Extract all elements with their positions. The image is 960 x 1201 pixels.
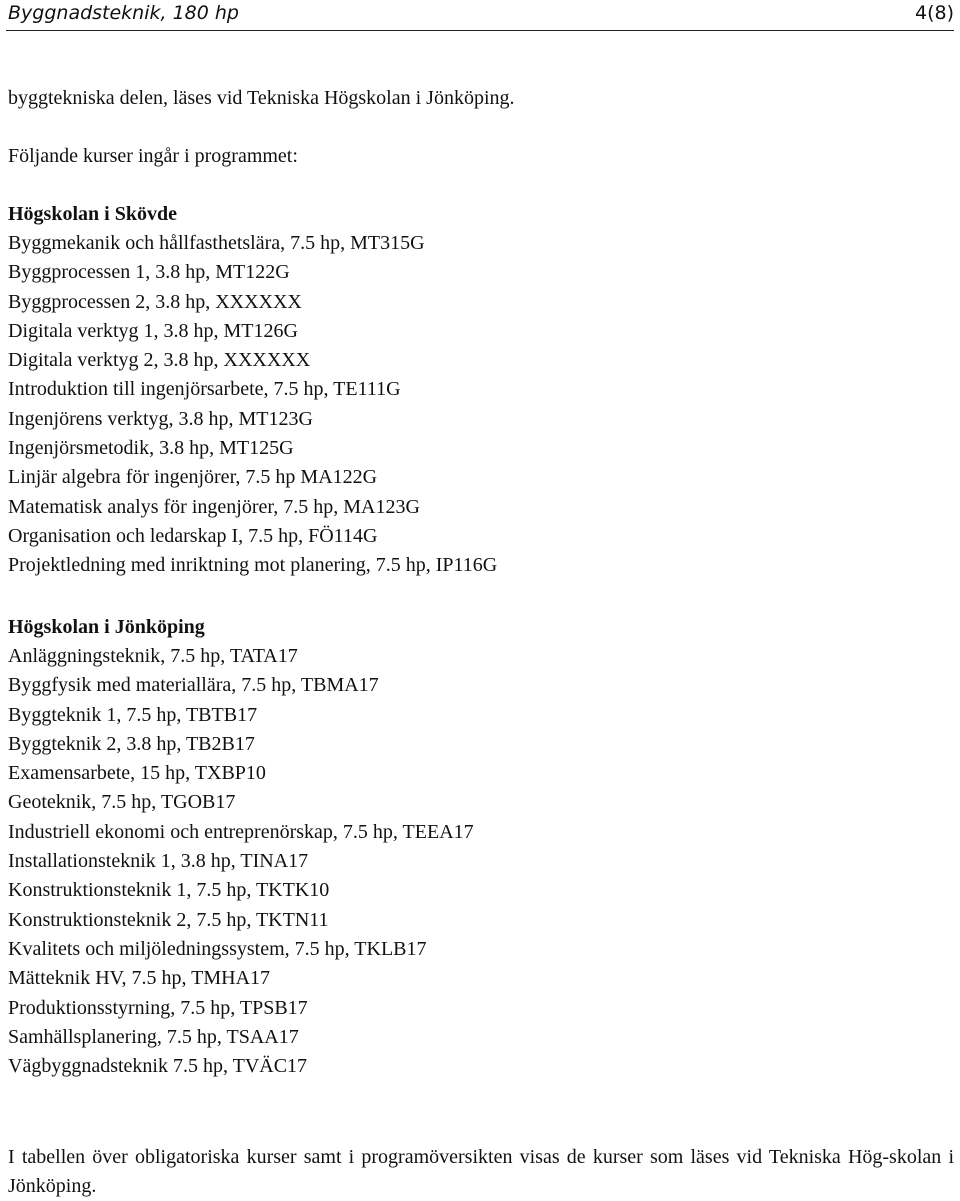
course-item: Installationsteknik 1, 3.8 hp, TINA17 [8, 850, 309, 873]
course-item: Organisation och ledarskap I, 7.5 hp, FÖ114G [8, 524, 378, 547]
jonkoping-heading: Högskolan i Jönköping [8, 616, 205, 638]
skovde-course-list [8, 229, 497, 581]
course-item: Kvalitets och miljöledningssystem, 7.5 hp, TKLB17 [8, 937, 427, 960]
course-item: Mätteknik HV, 7.5 hp, TMHA17 [8, 967, 271, 990]
closing-paragraph: I tabellen över obligatoriska kurser samt i programöversikten visas de kurser som läses vid Tekniska Hög-skolan i Jönköping. [8, 1146, 954, 1197]
course-item: Byggfysik med materiallära, 7.5 hp, TBMA17 [8, 674, 379, 697]
header-program-title: Byggnadsteknik, 180 hp [8, 2, 239, 24]
jonkoping-course-list [8, 642, 474, 1081]
skovde-heading: Högskolan i Skövde [8, 203, 177, 225]
course-item: Ingenjörsmetodik, 3.8 hp, MT125G [8, 437, 294, 460]
course-item: Projektledning med inriktning mot planering, 7.5 hp, IP116G [8, 554, 498, 577]
course-item: Byggteknik 1, 7.5 hp, TBTB17 [8, 703, 258, 726]
course-item: Byggprocessen 1, 3.8 hp, MT122G [8, 261, 290, 284]
course-item: Examensarbete, 15 hp, TXBP10 [8, 762, 266, 785]
page-header [6, 0, 954, 31]
course-item: Vägbyggnadsteknik 7.5 hp, TVÄC17 [8, 1055, 308, 1078]
intro-paragraph: byggtekniska delen, läses vid Tekniska Högskolan i Jönköping. [8, 87, 515, 109]
course-item: Industriell ekonomi och entreprenörskap, 7.5 hp, TEEA17 [8, 820, 474, 843]
course-item: Introduktion till ingenjörsarbete, 7.5 hp, TE111G [8, 378, 401, 401]
course-item: Konstruktionsteknik 1, 7.5 hp, TKTK10 [8, 879, 330, 902]
course-item: Digitala verktyg 2, 3.8 hp, XXXXXX [8, 349, 311, 372]
course-item: Digitala verktyg 1, 3.8 hp, MT126G [8, 319, 298, 342]
course-list-lead: Följande kurser ingår i programmet: [8, 145, 298, 167]
course-item: Samhällsplanering, 7.5 hp, TSAA17 [8, 1025, 299, 1048]
course-item: Geoteknik, 7.5 hp, TGOB17 [8, 791, 236, 814]
course-item: Byggteknik 2, 3.8 hp, TB2B17 [8, 732, 255, 755]
course-item: Matematisk analys för ingenjörer, 7.5 hp, MA123G [8, 495, 420, 518]
course-item: Konstruktionsteknik 2, 7.5 hp, TKTN11 [8, 908, 329, 931]
header-page-number: 4(8) [914, 2, 954, 24]
course-item: Produktionsstyrning, 7.5 hp, TPSB17 [8, 996, 308, 1019]
course-item: Byggmekanik och hållfasthetslära, 7.5 hp, MT315G [8, 232, 425, 254]
course-item: Ingenjörens verktyg, 3.8 hp, MT123G [8, 407, 313, 430]
jonkoping-section [8, 613, 474, 1081]
course-item: Anläggningsteknik, 7.5 hp, TATA17 [8, 645, 298, 667]
skovde-section [8, 200, 497, 581]
course-item: Byggprocessen 2, 3.8 hp, XXXXXX [8, 290, 302, 313]
course-item: Linjär algebra för ingenjörer, 7.5 hp MA122G [8, 466, 378, 489]
